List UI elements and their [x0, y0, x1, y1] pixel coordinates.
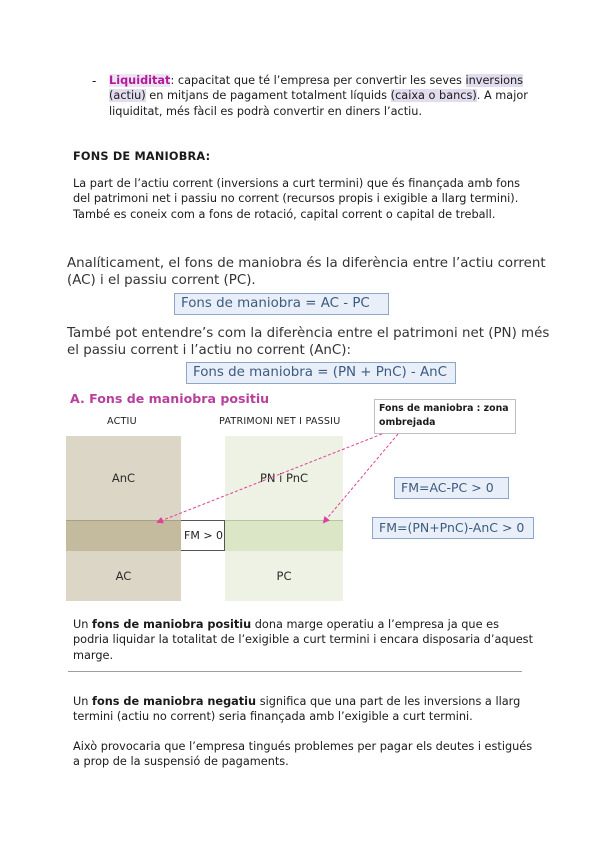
consequence-paragraph: Això provocaria que l’empresa tingués problemes per pagar els deutes i estigués a prop de la suspensió de pagaments.: [73, 740, 533, 769]
bullet-dash: -: [92, 74, 97, 88]
negative-pre: Un: [73, 695, 93, 708]
eq-box-1: FM=AC-PC > 0: [394, 477, 509, 499]
col-head-passiu: PATRIMONI NET I PASSIU: [219, 416, 341, 427]
positive-pre: Un: [73, 618, 93, 631]
eq-box-2: FM=(PN+PnC)-AnC > 0: [372, 517, 534, 539]
block-pn-pnc: PN i PnC: [225, 436, 343, 520]
note-box: Fons de maniobra : zona ombrejada: [374, 399, 516, 434]
block-anc: AnC: [66, 436, 181, 520]
arrow-to-actiu: [158, 434, 382, 522]
liquiditat-text-1: : capacitat que té l’empresa per convertir les seves: [170, 74, 466, 87]
also-paragraph: També pot entendre’s com la diferència entre el patrimoni net (PN) més el passiu corrent i l’actiu no corrent (AnC):: [67, 326, 550, 358]
arrow-to-passiu: [324, 434, 398, 522]
block-pc: PC: [225, 551, 343, 601]
liquiditat-term: Liquiditat: [109, 74, 171, 87]
divider: [68, 671, 522, 672]
positive-paragraph: [73, 617, 533, 663]
block-ac: AC: [66, 551, 181, 601]
negative-post: significa que una part de les inversions a llarg termini (actiu no corrent) seria finançada amb l’exigible a curt termini.: [73, 695, 521, 724]
formula-box-2: Fons de maniobra = (PN + PnC) - AnC: [186, 362, 456, 384]
formula-box-1: Fons de maniobra = AC - PC: [174, 293, 389, 315]
positive-bold: fons de maniobra positiu: [92, 618, 252, 631]
negative-paragraph: [73, 694, 533, 725]
liquiditat-highlight-1: inversions (actiu): [109, 74, 524, 103]
section-heading: FONS DE MANIOBRA:: [73, 150, 211, 163]
liquiditat-highlight-2: (caixa o bancs): [390, 89, 477, 103]
col-head-actiu: ACTIU: [107, 416, 137, 427]
negative-bold: fons de maniobra negatiu: [92, 695, 257, 708]
definition-paragraph: La part de l’actiu corrent (inversions a curt termini) que és finançada amb fons del patrimoni net i passiu no corrent (recursos propis i exigible a llarg termini). També es coneix com a fons de rotació, capital corrent o capital de treball.: [73, 177, 521, 221]
fm-label: FM > 0: [184, 529, 224, 542]
analytic-paragraph: Analíticament, el fons de maniobra és la diferència entre l’actiu corrent (AC) i el passiu corrent (PC).: [67, 256, 546, 288]
diagram-title: A. Fons de maniobra positiu: [70, 391, 270, 406]
positive-post: dona marge operatiu a l’empresa ja que es podria liquidar la totalitat de l’exigible a curt termini i encara disposaria d’aquest marge.: [73, 618, 534, 662]
liquiditat-text-2: en mitjans de pagament totalment líquids: [145, 89, 391, 103]
liquiditat-text-3: . A major liquiditat, més fàcil es podrà convertir en diners l’actiu.: [109, 89, 528, 118]
